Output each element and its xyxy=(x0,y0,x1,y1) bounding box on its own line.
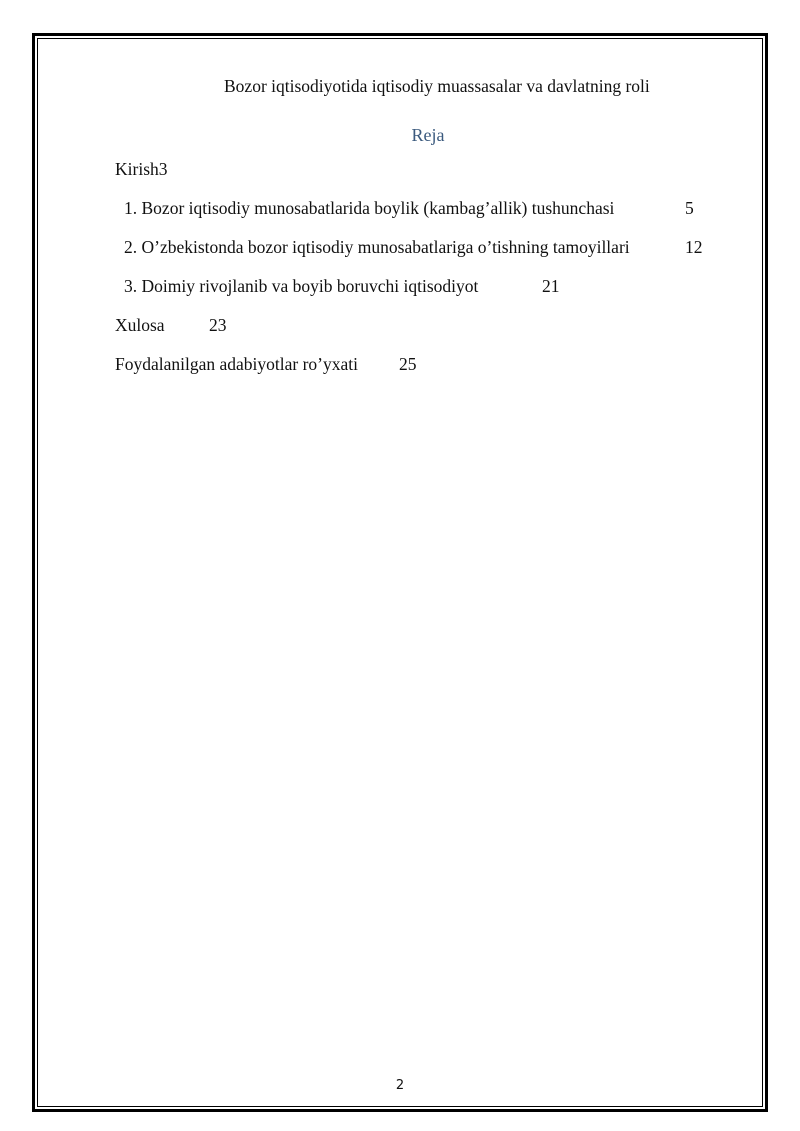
toc-entry-2[interactable] xyxy=(124,237,630,258)
toc-entry-page: 12 xyxy=(685,237,703,257)
toc-entry-references[interactable] xyxy=(115,354,358,375)
toc-entry-label: Xulosa xyxy=(115,315,165,335)
toc-entry-label: 3. Doimiy rivojlanib va boyib boruvchi iqtisodiyot xyxy=(124,276,479,296)
toc-entry-3[interactable] xyxy=(124,276,478,297)
toc-entry-label: Foydalanilgan adabiyotlar ro’yxati xyxy=(115,354,358,374)
toc-entry-1[interactable] xyxy=(124,198,614,219)
toc-entry-page: 5 xyxy=(685,198,694,218)
document-title: Bozor iqtisodiyotida iqtisodiy muassasalar va davlatning roli xyxy=(224,76,650,96)
toc-entry-label: 2. O’zbekistonda bozor iqtisodiy munosabatlariga o’tishning tamoyillari xyxy=(124,237,630,257)
toc-entry-page: 23 xyxy=(209,315,227,335)
plan-heading: Reja xyxy=(411,125,445,145)
toc-entry-label: Kirish xyxy=(115,159,159,179)
toc-entry-conclusion[interactable] xyxy=(115,315,165,336)
toc-entry-label: 1. Bozor iqtisodiy munosabatlarida boylik (kambag’allik) tushunchasi xyxy=(124,198,615,218)
toc-entry-page: 21 xyxy=(542,276,560,296)
toc-entry-intro[interactable] xyxy=(115,159,168,180)
toc-entry-page: 25 xyxy=(399,354,417,374)
toc-entry-page: 3 xyxy=(158,159,168,179)
page-number: 2 xyxy=(395,1078,405,1093)
